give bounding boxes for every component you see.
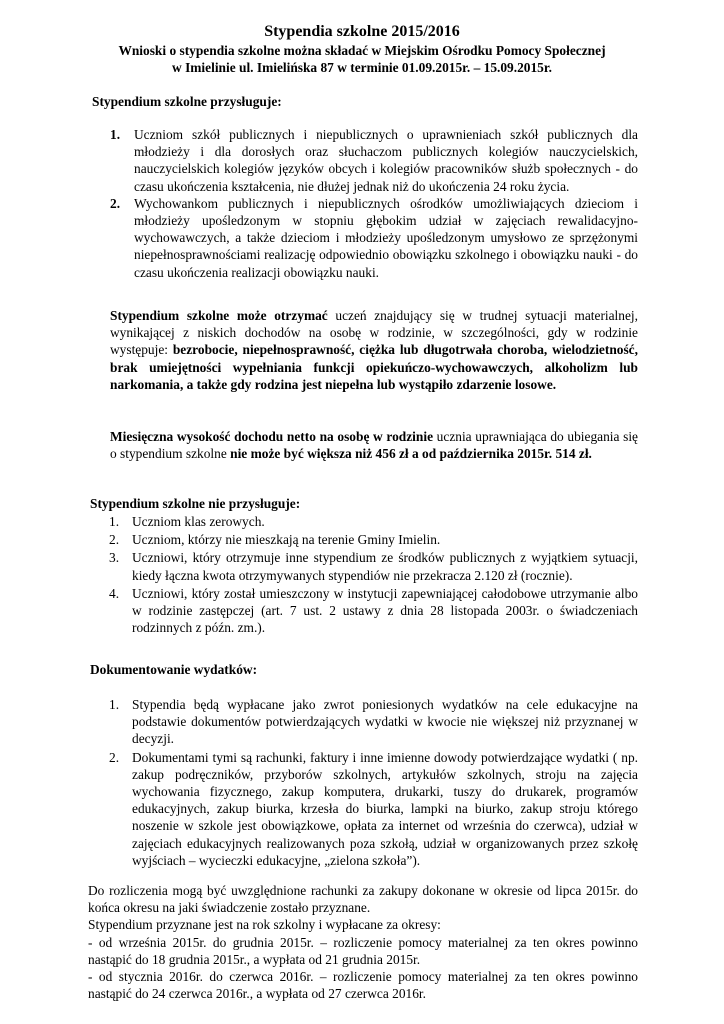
list-item	[109, 696, 638, 748]
closing-block	[88, 882, 638, 1002]
eligibility-text: uczeń znajdujący się w trudnej sytuacji materialnej, wynikającej z niskich dochodów na osobę w rodzinie, w szczególności, gdy w rodzinie występuje:	[110, 308, 638, 358]
section-heading-documentation: Dokumentowanie wydatków:	[90, 662, 258, 677]
page-subtitle	[60, 42, 664, 76]
list-item-text: Wychowankom publicznych i niepublicznych ośrodków umożliwiających dzieciom i młodzieży upośledzonym w stopniu głębokim udział w zajęciach rewalidacyjno-wychowawczych, a także dzieciom i młodzieży upośledzonym umysłowo ze sprzężonymi niepełnosprawnościami realizację odpowiednio obowiązku szkolnego i obowiązku nauki - do czasu ukończenia realizacji obowiązku nauki.	[134, 195, 638, 280]
list-item-number: 2.	[110, 195, 121, 211]
list-item-number: 2.	[109, 532, 120, 548]
closing-paragraph-4: - od stycznia 2016r. do czerwca 2016r. – rozliczenie pomocy materialnej za ten okres powinno nastąpić do 24 czerwca 2016r., a wypłata od 27 czerwca 2016r.	[88, 969, 638, 1002]
page-title: Stypendia szkolne 2015/2016	[264, 23, 460, 40]
list-item-number: 4.	[109, 585, 120, 601]
not-eligible-list	[109, 513, 638, 637]
list-item-text: Dokumentami tymi są rachunki, faktury i inne imienne dowody potwierdzające wydatki ( np. zakup podręczników, przyborów szkolnych, artykułów szkolnych, stroju na zajęcia wychowania fizycznego, zakup komputera, drukarki, tuszy do drukarek, programów edukacyjnych, zakup biurka, krzesła do biurka, lampki na biurko, zakup stroju którego noszenie w szkole jest obowiązkowe, opłata za internet od września do czerwca), udział w zajęciach edukacyjnych realizowanych poza szkołą, udział w organizowanych przez szkołę wyjściach – wycieczki edukacyjne, „zielona szkoła”).	[132, 749, 638, 868]
list-item-text: Uczniom szkół publicznych i niepublicznych o uprawnieniach szkół publicznych dla młodzieży i dla dorosłych oraz słuchaczom publicznych kolegiów nauczycielskich, nauczycielskich kolegiów języków obcych i kolegiów pracowników służb społecznych - do czasu ukończenia kształcenia, nie dłużej jednak niż do ukończenia 24 roku życia.	[134, 127, 638, 194]
documentation-list	[109, 696, 638, 870]
eligible-list	[110, 126, 638, 282]
section-heading-not-eligible: Stypendium szkolne nie przysługuje:	[90, 496, 301, 511]
eligibility-conditions: bezrobocie, niepełnosprawność, ciężka lub długotrwała choroba, wielodzietność, brak umiejętności wypełniania funkcji opiekuńczo-wychowawczych, alkoholizm lub narkomania, a także gdy rodzina jest niepełna lub wystąpiło zdarzenie losowe.	[110, 342, 638, 392]
list-item-text: Uczniowi, który został umieszczony w instytucji zapewniającej całodobowe utrzymanie albo w rodzinie zastępczej (art. 7 ust. 2 ustawy z dnia 28 listopada 2003r. o świadczeniach rodzinnych z późn. zm.).	[132, 585, 638, 636]
section-heading-eligible: Stypendium szkolne przysługuje:	[92, 94, 282, 109]
list-item	[109, 531, 638, 548]
list-item-number: 2.	[109, 749, 120, 765]
income-text: ucznia uprawniająca do ubiegania się o stypendium szkolne	[110, 429, 638, 462]
list-item-text: Uczniom klas zerowych.	[132, 514, 265, 529]
list-item-text: Uczniom, którzy nie mieszkają na terenie Gminy Imielin.	[132, 532, 441, 548]
closing-paragraph-2: Stypendium przyznane jest na rok szkolny i wypłacane za okresy:	[88, 917, 441, 933]
list-item	[109, 585, 638, 637]
eligibility-paragraph	[110, 307, 638, 393]
list-item	[110, 195, 638, 281]
list-item-text: Uczniowi, który otrzymuje inne stypendium ze środków publicznych z wyjątkiem sytuacji, kiedy łączna kwota otrzymywanych stypendiów nie przekracza 2.120 zł (rocznie).	[132, 550, 638, 583]
income-lead: Miesięczna wysokość dochodu netto na osobę w rodzinie	[110, 429, 434, 444]
subtitle-line-2: w Imielinie ul. Imielińska 87 w terminie 01.09.2015r. – 15.09.2015r.	[172, 60, 552, 75]
eligibility-lead: Stypendium szkolne może otrzymać	[110, 308, 328, 323]
list-item	[109, 749, 638, 869]
list-item	[109, 513, 638, 530]
list-item-number: 1.	[109, 514, 120, 529]
subtitle-line-1: Wnioski o stypendia szkolne można składać w Miejskim Ośrodku Pomocy Społecznej	[118, 43, 606, 58]
list-item-number: 1.	[110, 127, 121, 142]
closing-paragraph-3: - od września 2015r. do grudnia 2015r. – rozliczenie pomocy materialnej za ten okres powinno nastąpić do 18 grudnia 2015r., a wypłata od 21 grudnia 2015r.	[88, 934, 638, 967]
income-limit: nie może być większa niż 456 zł a od października 2015r. 514 zł.	[230, 446, 592, 462]
list-item-text: Stypendia będą wypłacane jako zwrot poniesionych wydatków na cele edukacyjne na podstawie dokumentów potwierdzających wydatki w kwocie nie większej niż przyznanej w decyzji.	[132, 697, 638, 747]
list-item	[109, 549, 638, 583]
list-item-number: 3.	[109, 550, 120, 566]
list-item	[110, 126, 638, 195]
list-item-number: 1.	[109, 697, 120, 712]
income-paragraph	[110, 428, 638, 462]
closing-paragraph-1: Do rozliczenia mogą być uwzględnione rachunki za zakupy dokonane w okresie od lipca 2015r. do końca okresu na jaki świadczenie zostało przyznane.	[88, 883, 638, 916]
